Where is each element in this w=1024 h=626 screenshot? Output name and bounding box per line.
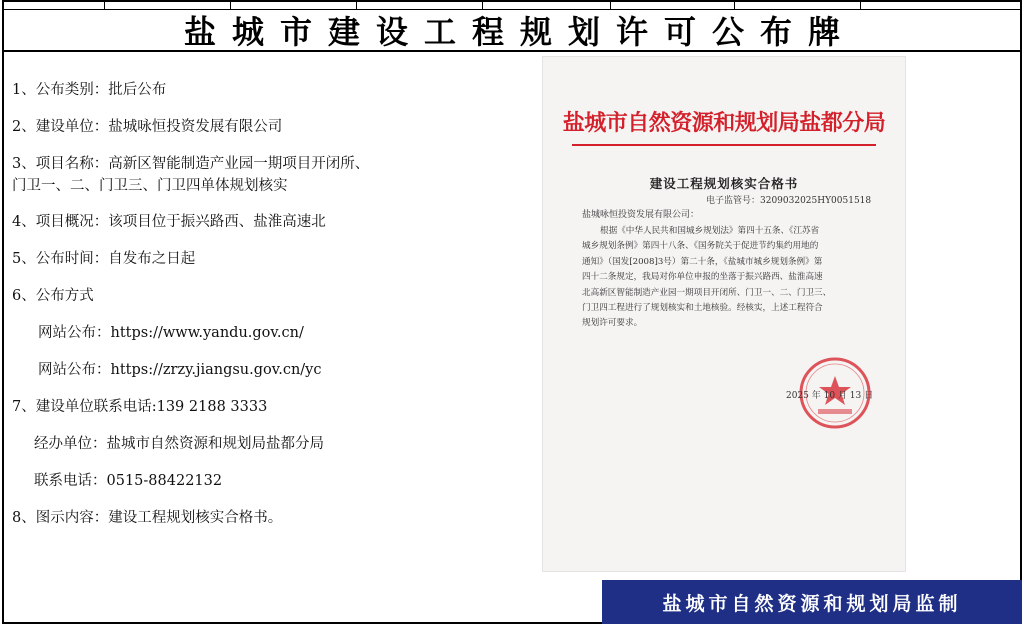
certificate-recipient: 盐城咏恒投资发展有限公司： — [582, 210, 700, 220]
certificate-issuer: 盐城市自然资源和规划局盐都分局 — [562, 110, 886, 136]
certificate-body — [582, 224, 882, 332]
certificate-title: 建设工程规划核实合格书 — [649, 176, 799, 191]
item-figure-content: 8、图示内容：建设工程规划核实合格书。 — [12, 510, 283, 526]
item-publish-time: 5、公布时间：自发布之日起 — [12, 251, 196, 267]
item-handling-phone: 联系电话：0515-88422132 — [34, 473, 223, 489]
item-builder: 2、建设单位：盐城咏恒投资发展有限公司 — [12, 119, 283, 135]
website-link-jiangsu[interactable]: 网站公布：https://zrzy.jiangsu.gov.cn/yc — [38, 362, 322, 378]
body-line: 根据《中华人民共和国城乡规划法》第四十五条、《江苏省 — [600, 226, 820, 236]
body-line: 门卫四工程进行了规划核实和土地核验。经核实，上述工程符合 — [582, 303, 823, 314]
item-handling-unit: 经办单位：盐城市自然资源和规划局盐都分局 — [34, 436, 324, 452]
supervisor-label: 盐城市自然资源和规划局监制 — [662, 592, 962, 615]
website-link-yandu[interactable]: 网站公布：https://www.yandu.gov.cn/ — [38, 325, 304, 341]
body-line: 四十二条规定，我局对你单位申报的坐落于振兴路西、盐淮高速 — [582, 272, 823, 283]
certificate-number: 电子监管号：3209032025HY0051518 — [706, 196, 872, 206]
body-line: 通知》（国发[2008]3号）第二十条，《盐城市城乡规划条例》第 — [582, 256, 823, 267]
body-line: 规划许可要求。 — [582, 318, 643, 329]
item-overview: 4、项目概况：该项目位于振兴路西、盐淮高速北 — [12, 214, 326, 230]
item-project-name: 3、项目名称：高新区智能制造产业园一期项目开闭所、 — [12, 156, 370, 172]
supervisor-banner — [602, 580, 1022, 624]
certificate-scan — [542, 56, 906, 572]
notice-items — [12, 72, 532, 537]
item-category: 1、公布类别：批后公布 — [12, 82, 167, 98]
body-line: 城乡规划条例》第四十八条、《国务院关于促进节约集约用地的 — [582, 241, 819, 252]
item-contact-phone: 7、建设单位联系电话:139 2188 3333 — [12, 399, 268, 415]
item-project-name-cont: 门卫一、二、门卫三、门卫四单体规划核实 — [12, 178, 288, 194]
strip-divider — [860, 2, 861, 10]
title-bar — [4, 10, 1020, 52]
strip-divider — [104, 2, 105, 10]
item-publish-method: 6、公布方式 — [12, 288, 94, 304]
body-line: 北高新区智能制造产业园一期项目开闭所、门卫一、二、门卫三、 — [582, 287, 832, 298]
issuer-underline — [572, 144, 876, 146]
certificate-date: 2025 年 10 月 13 日 — [786, 391, 874, 401]
board-title: 盐城市建设工程规划许可公布牌 — [183, 13, 856, 51]
